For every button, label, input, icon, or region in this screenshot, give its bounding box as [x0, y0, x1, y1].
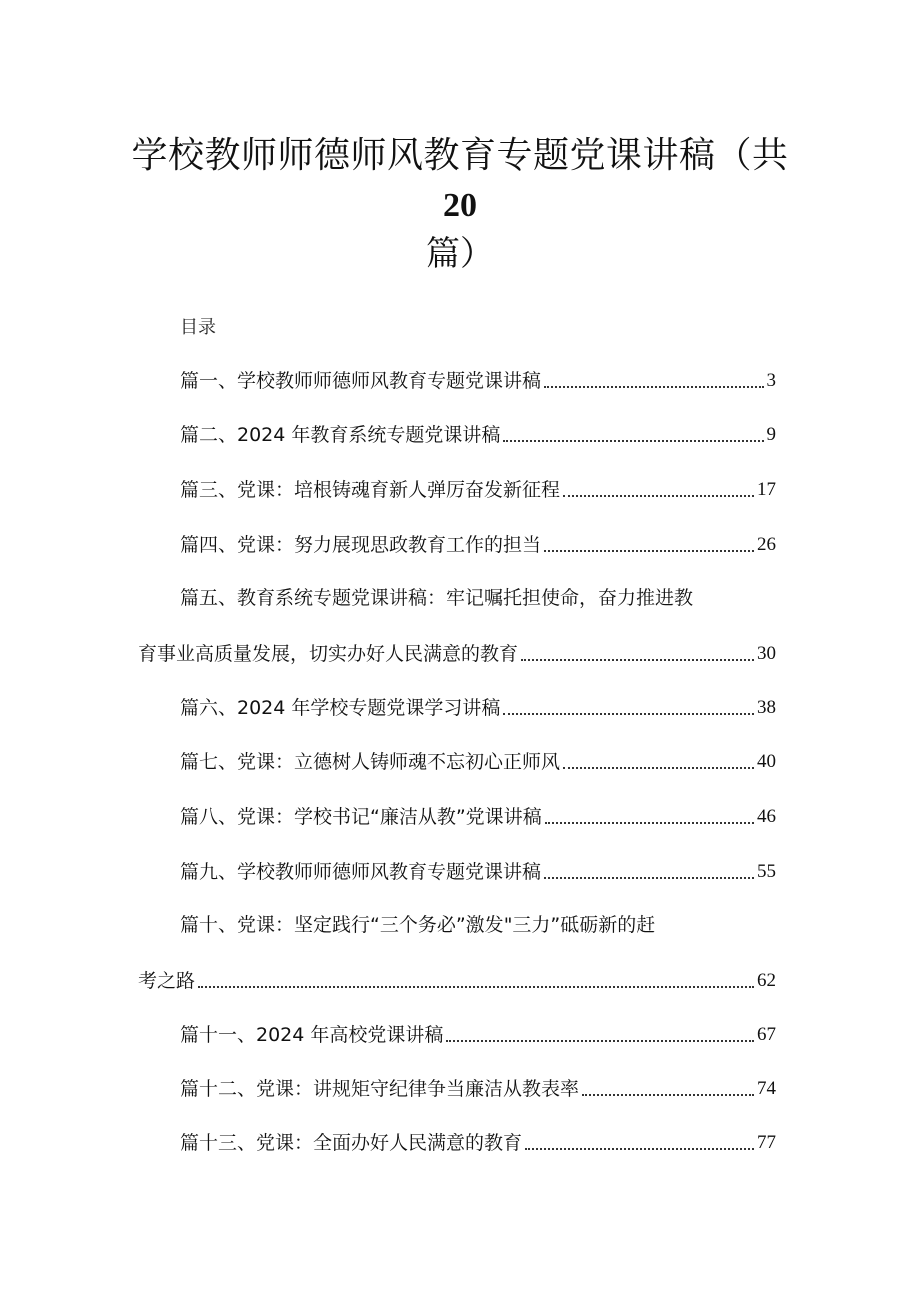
toc-entry-title: 篇二、2024 年教育系统专题党课讲稿 [180, 424, 501, 446]
toc-leader-dots [503, 440, 763, 442]
toc-entry-title: 篇四、党课：努力展现思政教育工作的担当 [180, 534, 542, 556]
toc-entry[interactable] [138, 966, 776, 994]
toc-entry[interactable] [180, 1020, 776, 1048]
toc-entry-page: 3 [766, 370, 776, 391]
toc-leader-dots [582, 1094, 754, 1096]
toc-entry-title: 篇十一、2024 年高校党课讲稿 [180, 1024, 444, 1046]
document-title-line-2: 20 [443, 187, 477, 224]
toc-entry[interactable] [180, 420, 776, 448]
toc-leader-dots [563, 495, 754, 497]
toc-entry-page: 46 [757, 806, 776, 827]
toc-leader-dots [521, 659, 754, 661]
toc-entry[interactable] [180, 1128, 776, 1156]
toc-leader-dots [544, 550, 754, 552]
toc-entry-page: 77 [757, 1132, 776, 1153]
toc-leader-dots [563, 767, 754, 769]
toc-leader-dots [503, 713, 754, 715]
toc-leader-dots [544, 877, 754, 879]
toc-leader-dots [198, 986, 754, 988]
toc-entry-title: 篇三、党课：培根铸魂育新人弹厉奋发新征程 [180, 479, 561, 501]
toc-entry[interactable] [180, 475, 776, 503]
toc-entry[interactable] [180, 530, 776, 558]
toc-heading: 目录 [180, 317, 216, 338]
toc-entry-page: 67 [757, 1024, 776, 1045]
toc-leader-dots [446, 1040, 754, 1042]
toc-entry-page: 55 [757, 861, 776, 882]
document-title-line-3: 篇） [426, 234, 494, 274]
toc-entry-page: 9 [766, 424, 776, 445]
toc-entry-page: 17 [757, 479, 776, 500]
toc-entry[interactable] [180, 857, 776, 885]
toc-entry-title: 篇九、学校教师师德师风教育专题党课讲稿 [180, 861, 542, 883]
toc-entry-page: 74 [757, 1078, 776, 1099]
toc-entry-title: 篇七、党课：立德树人铸师魂不忘初心正师风 [180, 751, 561, 773]
toc-entry-page: 30 [757, 643, 776, 664]
toc-entry-title-line-1[interactable]: 篇五、教育系统专题党课讲稿：牢记嘱托担使命，奋力推进教 [180, 587, 694, 609]
toc-entry-title-line-2: 考之路 [138, 970, 196, 992]
toc-entry[interactable] [180, 1074, 776, 1102]
toc-entry-page: 62 [757, 970, 776, 991]
toc-entry-page: 38 [757, 697, 776, 718]
toc-entry-title: 篇十二、党课：讲规矩守纪律争当廉洁从教表率 [180, 1078, 580, 1100]
toc-entry-title: 篇十三、党课：全面办好人民满意的教育 [180, 1132, 523, 1154]
toc-entry-title: 篇八、党课：学校书记“廉洁从教”党课讲稿 [180, 806, 542, 828]
toc-entry-page: 26 [757, 534, 776, 555]
toc-leader-dots [545, 822, 754, 824]
toc-entry-title-line-1[interactable]: 篇十、党课：坚定践行“三个务必”激发"三力”砥砺新的赶 [180, 914, 656, 936]
toc-entry[interactable] [180, 366, 776, 394]
toc-entry-title: 篇一、学校教师师德师风教育专题党课讲稿 [180, 370, 542, 392]
toc-entry[interactable] [180, 747, 776, 775]
toc-leader-dots [525, 1148, 754, 1150]
document-title-line-1: 学校教师师德师风教育专题党课讲稿（共 [131, 135, 789, 176]
toc-entry-title: 篇六、2024 年学校专题党课学习讲稿 [180, 697, 501, 719]
toc-entry[interactable] [180, 693, 776, 721]
toc-entry[interactable] [138, 639, 776, 667]
toc-entry-page: 40 [757, 751, 776, 772]
toc-entry-title-line-2: 育事业高质量发展，切实办好人民满意的教育 [138, 643, 519, 665]
toc-entry[interactable] [180, 802, 776, 830]
toc-leader-dots [544, 386, 763, 388]
